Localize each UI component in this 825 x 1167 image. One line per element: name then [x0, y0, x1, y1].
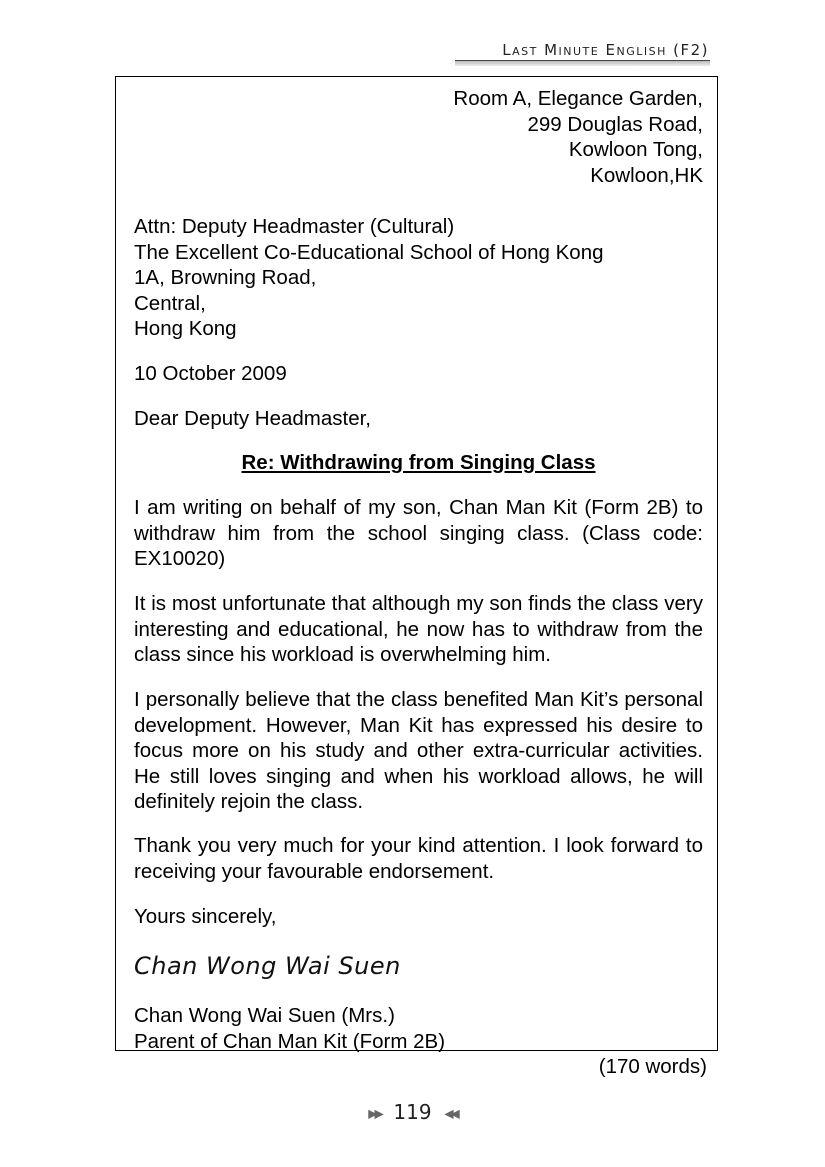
sender-address-line: Room A, Elegance Garden,	[453, 87, 703, 110]
body-paragraph-4: Thank you very much for your kind attention. I look forward to receiving your favourable endorsement.	[134, 834, 703, 883]
word-count: (170 words)	[598, 1055, 707, 1078]
handwritten-signature: Chan Wong Wai Suen	[134, 952, 401, 980]
sender-address-line: 299 Douglas Road,	[527, 112, 703, 136]
signer-relation: Parent of Chan Man Kit (Form 2B)	[134, 1029, 446, 1053]
recipient-block	[134, 214, 703, 342]
body-paragraph-3: I personally believe that the class benefited Man Kit’s personal development. However, Man Kit has expressed his desire to focus more on his study and other extra-curricular activities. He still loves singing and when his workload allows, he will definitely rejoin the class.	[134, 688, 703, 813]
salutation: Dear Deputy Headmaster,	[134, 407, 372, 430]
recipient-address-line: Hong Kong	[134, 317, 237, 340]
signer-block	[134, 1003, 703, 1054]
page-footer	[0, 1100, 825, 1124]
subject-line: Re: Withdrawing from Singing Class	[241, 451, 596, 474]
header-rule	[455, 60, 710, 66]
book-title-header: Last Minute English (F2)	[502, 41, 709, 59]
recipient-address-line: Central,	[134, 291, 206, 315]
sender-address-line: Kowloon,HK	[590, 163, 703, 187]
recipient-school: The Excellent Co-Educational School of Hong Kong	[134, 240, 604, 264]
closing: Yours sincerely,	[134, 905, 277, 928]
body-paragraph-1: I am writing on behalf of my son, Chan Man Kit (Form 2B) to withdraw him from the school singing class. (Class code: EX10020)	[134, 496, 703, 570]
sender-address	[453, 86, 703, 188]
sender-address-line: Kowloon Tong,	[568, 138, 703, 161]
body-paragraph-2: It is most unfortunate that although my son finds the class very interesting and educational, he now has to withdraw from the class since his workload is overwhelming him.	[134, 592, 703, 666]
forward-arrows-icon: ▶▶	[368, 1106, 381, 1121]
back-arrows-icon: ◀◀	[444, 1106, 457, 1121]
recipient-attn: Attn: Deputy Headmaster (Cultural)	[134, 215, 455, 238]
letter-date: 10 October 2009	[134, 362, 287, 385]
signer-name: Chan Wong Wai Suen (Mrs.)	[134, 1004, 395, 1027]
page-number: 119	[393, 1100, 432, 1124]
recipient-address-line: 1A, Browning Road,	[134, 266, 317, 289]
